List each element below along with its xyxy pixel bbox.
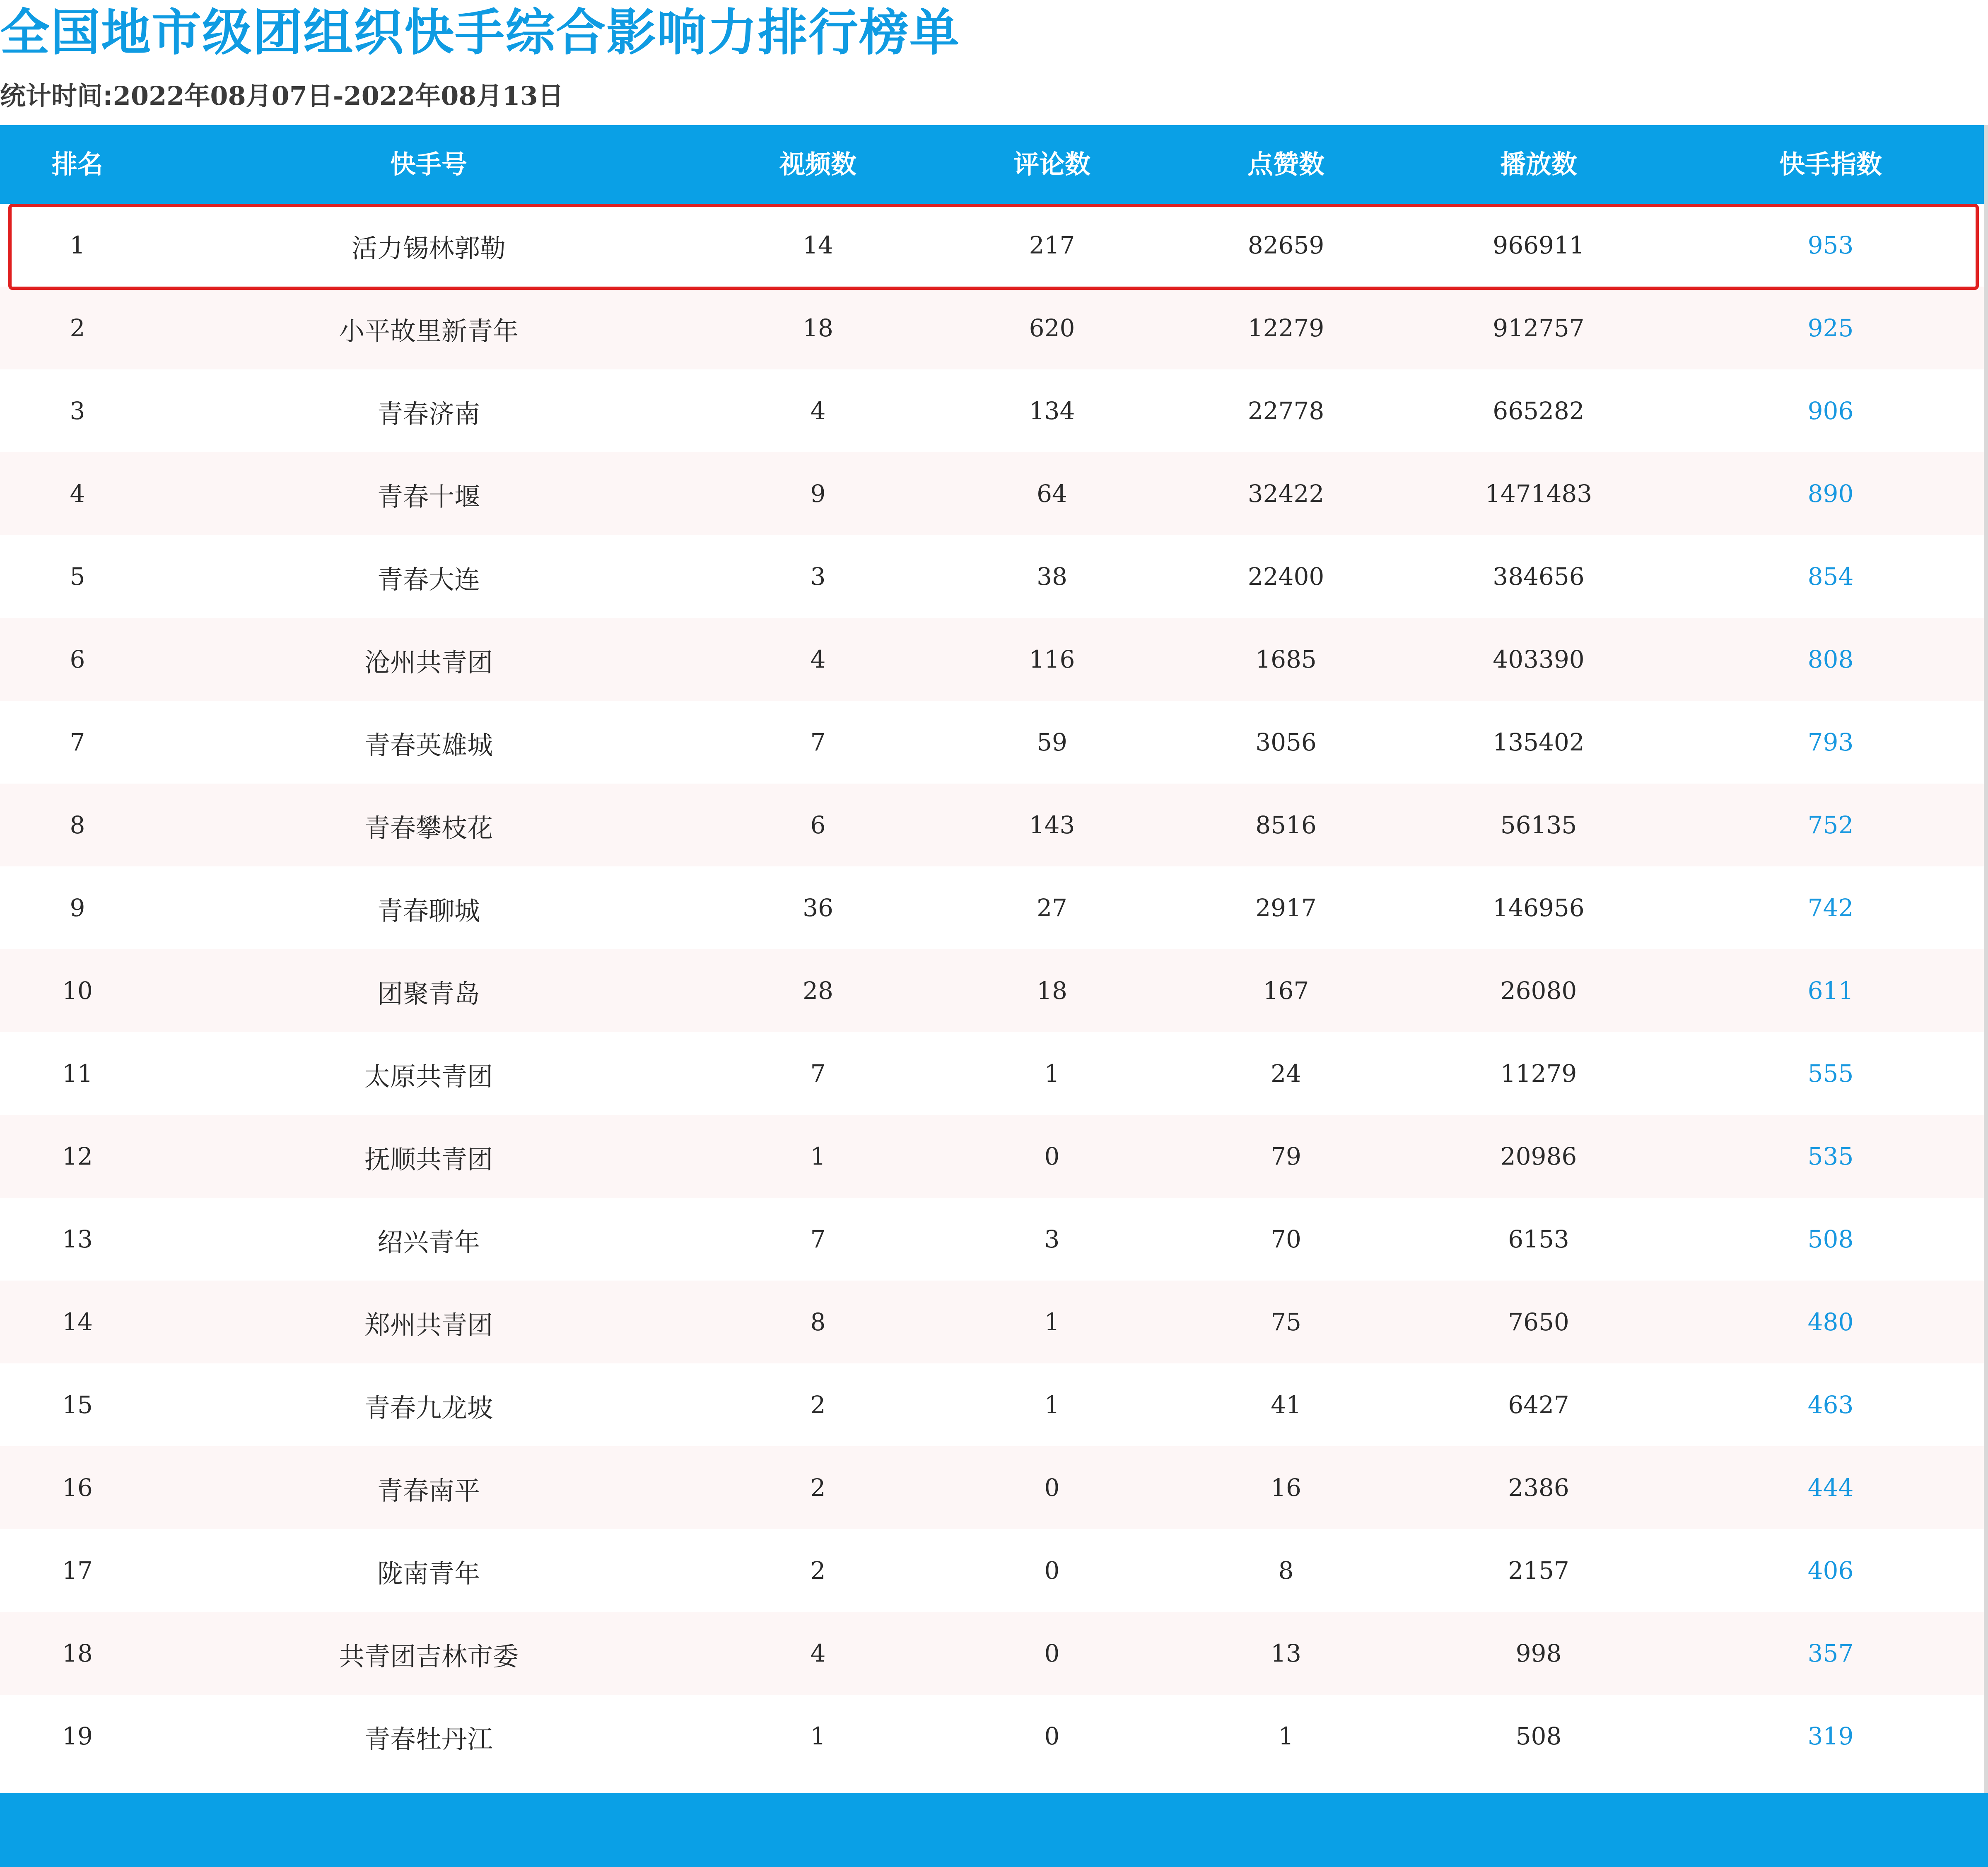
cell-likes: 70 [1271, 1225, 1301, 1253]
scrollbar-track[interactable] [1984, 125, 1988, 1793]
cell-plays: 146956 [1493, 894, 1585, 922]
cell-plays: 7650 [1508, 1308, 1569, 1336]
cell-index[interactable]: 925 [1807, 314, 1854, 342]
cell-rank: 12 [62, 1142, 93, 1170]
cell-likes: 12279 [1247, 314, 1325, 342]
cell-comments: 1 [1044, 1308, 1060, 1336]
table-row[interactable] [0, 866, 1988, 949]
stat-period [0, 75, 564, 117]
cell-comments: 1 [1044, 1059, 1060, 1088]
column-header-account[interactable]: 快手号 [390, 149, 468, 179]
cell-plays: 56135 [1500, 811, 1577, 839]
cell-plays: 20986 [1500, 1142, 1577, 1170]
table-row[interactable] [0, 1363, 1988, 1446]
cell-likes: 3056 [1255, 728, 1317, 756]
cell-plays: 1471483 [1485, 480, 1592, 508]
cell-rank: 16 [62, 1474, 93, 1502]
cell-plays: 912757 [1493, 314, 1585, 342]
table-row[interactable] [0, 701, 1988, 784]
cell-rank: 19 [62, 1722, 93, 1750]
cell-rank: 1 [70, 231, 85, 259]
cell-index[interactable]: 463 [1807, 1391, 1854, 1419]
cell-videos: 8 [810, 1308, 826, 1336]
column-header-rank[interactable]: 排名 [51, 149, 104, 179]
cell-videos: 18 [803, 314, 833, 342]
cell-account: 青春十堰 [377, 482, 480, 512]
cell-likes: 13 [1271, 1639, 1301, 1667]
cell-videos: 9 [810, 480, 826, 508]
cell-likes: 24 [1271, 1059, 1301, 1088]
cell-plays: 6153 [1508, 1225, 1569, 1253]
table-row[interactable] [0, 949, 1988, 1032]
table-row[interactable] [0, 618, 1988, 701]
table-row[interactable] [0, 452, 1988, 535]
stat-period-value: 2022年08月07日-2022年08月13日 [113, 81, 564, 111]
cell-index[interactable]: 444 [1807, 1474, 1854, 1502]
cell-rank: 2 [70, 314, 85, 342]
cell-comments: 18 [1037, 977, 1067, 1005]
cell-comments: 3 [1044, 1225, 1060, 1253]
cell-index[interactable]: 854 [1807, 562, 1854, 591]
cell-index[interactable]: 406 [1807, 1556, 1854, 1585]
cell-account: 青春聊城 [377, 896, 480, 926]
cell-comments: 0 [1044, 1722, 1060, 1750]
cell-likes: 22400 [1247, 562, 1325, 591]
column-header-comments[interactable]: 评论数 [1013, 149, 1091, 179]
cell-account: 青春牡丹江 [364, 1724, 493, 1754]
cell-account: 青春南平 [377, 1476, 480, 1506]
cell-plays: 403390 [1493, 645, 1585, 673]
cell-account: 青春九龙坡 [364, 1393, 493, 1423]
table-row[interactable] [0, 287, 1988, 369]
cell-plays: 2157 [1508, 1556, 1569, 1585]
cell-videos: 3 [810, 562, 826, 591]
cell-account: 团聚青岛 [377, 979, 480, 1009]
cell-likes: 1 [1278, 1722, 1294, 1750]
cell-likes: 8516 [1255, 811, 1317, 839]
cell-index[interactable]: 906 [1807, 397, 1854, 425]
cell-rank: 7 [70, 728, 85, 756]
cell-videos: 4 [810, 1639, 826, 1667]
table-row[interactable] [0, 784, 1988, 866]
cell-index[interactable]: 555 [1807, 1059, 1854, 1088]
cell-comments: 0 [1044, 1639, 1060, 1667]
cell-plays: 6427 [1508, 1391, 1569, 1419]
table-header [0, 125, 1988, 204]
cell-videos: 36 [803, 894, 833, 922]
cell-account: 陇南青年 [377, 1558, 480, 1589]
cell-index[interactable]: 953 [1807, 231, 1854, 259]
cell-index[interactable]: 508 [1807, 1225, 1854, 1253]
cell-rank: 6 [70, 645, 85, 673]
cell-index[interactable]: 319 [1807, 1722, 1854, 1750]
cell-likes: 32422 [1247, 480, 1325, 508]
column-header-plays[interactable]: 播放数 [1500, 149, 1578, 179]
cell-rank: 14 [62, 1308, 93, 1336]
cell-plays: 26080 [1500, 977, 1577, 1005]
cell-videos: 4 [810, 645, 826, 673]
cell-comments: 116 [1029, 645, 1075, 673]
ranking-table-body [0, 204, 1988, 1778]
cell-videos: 2 [810, 1391, 826, 1419]
cell-account: 抚顺共青团 [364, 1144, 493, 1175]
cell-comments: 0 [1044, 1142, 1060, 1170]
cell-comments: 27 [1037, 894, 1067, 922]
cell-likes: 2917 [1255, 894, 1317, 922]
cell-rank: 15 [62, 1391, 93, 1419]
cell-plays: 665282 [1493, 397, 1585, 425]
cell-rank: 17 [62, 1556, 93, 1585]
cell-index[interactable]: 793 [1807, 728, 1854, 756]
cell-rank: 5 [70, 562, 85, 591]
cell-likes: 41 [1271, 1391, 1301, 1419]
table-row[interactable] [0, 1115, 1988, 1198]
cell-videos: 7 [810, 728, 826, 756]
table-row[interactable] [0, 1198, 1988, 1281]
page-title: 全国地市级团组织快手综合影响力排行榜单 [0, 4, 960, 62]
cell-index[interactable]: 890 [1807, 480, 1854, 508]
cell-plays: 11279 [1500, 1059, 1577, 1088]
cell-likes: 22778 [1247, 397, 1325, 425]
cell-plays: 998 [1515, 1639, 1562, 1667]
cell-comments: 59 [1037, 728, 1067, 756]
cell-videos: 14 [803, 231, 833, 259]
cell-likes: 16 [1271, 1474, 1301, 1502]
column-header-videos[interactable]: 视频数 [779, 149, 857, 179]
cell-index[interactable]: 808 [1807, 645, 1854, 673]
stat-period-label: 统计时间: [0, 81, 113, 111]
cell-index[interactable]: 752 [1807, 811, 1854, 839]
cell-plays: 966911 [1493, 231, 1585, 259]
cell-comments: 38 [1037, 562, 1067, 591]
cell-rank: 9 [70, 894, 85, 922]
cell-comments: 143 [1029, 811, 1075, 839]
cell-comments: 134 [1029, 397, 1075, 425]
cell-index[interactable]: 742 [1807, 894, 1854, 922]
cell-rank: 8 [70, 811, 85, 839]
table-row[interactable] [0, 1529, 1988, 1612]
cell-index[interactable]: 480 [1807, 1308, 1854, 1336]
cell-rank: 3 [70, 397, 85, 425]
cell-account: 青春英雄城 [364, 730, 493, 760]
cell-plays: 508 [1515, 1722, 1562, 1750]
cell-plays: 2386 [1508, 1474, 1569, 1502]
cell-rank: 4 [70, 480, 85, 508]
cell-likes: 79 [1271, 1142, 1301, 1170]
cell-videos: 4 [810, 397, 826, 425]
table-row[interactable] [0, 1695, 1988, 1778]
cell-comments: 217 [1029, 231, 1075, 259]
footer-bar [0, 1793, 1988, 1867]
cell-account: 绍兴青年 [377, 1227, 480, 1257]
column-header-index[interactable]: 快手指数 [1779, 149, 1882, 179]
table-row[interactable] [0, 1446, 1988, 1529]
cell-videos: 28 [803, 977, 833, 1005]
cell-account: 郑州共青团 [364, 1310, 493, 1340]
cell-likes: 82659 [1247, 231, 1325, 259]
cell-index[interactable]: 357 [1807, 1639, 1854, 1667]
cell-videos: 7 [810, 1059, 826, 1088]
cell-comments: 1 [1044, 1391, 1060, 1419]
cell-rank: 10 [62, 977, 93, 1005]
cell-comments: 620 [1029, 314, 1075, 342]
cell-account: 活力锡林郭勒 [351, 233, 506, 263]
cell-account: 小平故里新青年 [338, 316, 519, 346]
cell-account: 沧州共青团 [364, 647, 493, 678]
cell-comments: 0 [1044, 1474, 1060, 1502]
cell-index[interactable]: 611 [1807, 977, 1854, 1005]
table-row[interactable] [0, 1612, 1988, 1695]
table-row[interactable] [0, 369, 1988, 452]
cell-likes: 167 [1263, 977, 1309, 1005]
cell-likes: 75 [1271, 1308, 1301, 1336]
cell-videos: 1 [810, 1722, 826, 1750]
cell-likes: 1685 [1255, 645, 1317, 673]
table-row[interactable] [0, 1281, 1988, 1363]
cell-account: 太原共青团 [364, 1061, 493, 1092]
table-row[interactable] [0, 204, 1988, 287]
cell-plays: 135402 [1493, 728, 1585, 756]
column-header-likes[interactable]: 点赞数 [1247, 149, 1325, 179]
cell-account: 青春济南 [377, 399, 480, 429]
cell-account: 共青团吉林市委 [338, 1641, 519, 1672]
cell-account: 青春攀枝花 [364, 813, 493, 843]
table-row[interactable] [0, 1032, 1988, 1115]
cell-videos: 6 [810, 811, 826, 839]
cell-index[interactable]: 535 [1807, 1142, 1854, 1170]
cell-videos: 2 [810, 1556, 826, 1585]
cell-likes: 8 [1278, 1556, 1294, 1585]
cell-rank: 11 [62, 1059, 93, 1088]
cell-rank: 18 [62, 1639, 93, 1667]
cell-comments: 0 [1044, 1556, 1060, 1585]
cell-plays: 384656 [1493, 562, 1585, 591]
cell-videos: 7 [810, 1225, 826, 1253]
cell-rank: 13 [62, 1225, 93, 1253]
cell-videos: 1 [810, 1142, 826, 1170]
table-row[interactable] [0, 535, 1988, 618]
cell-videos: 2 [810, 1474, 826, 1502]
cell-comments: 64 [1037, 480, 1067, 508]
cell-account: 青春大连 [377, 564, 480, 595]
